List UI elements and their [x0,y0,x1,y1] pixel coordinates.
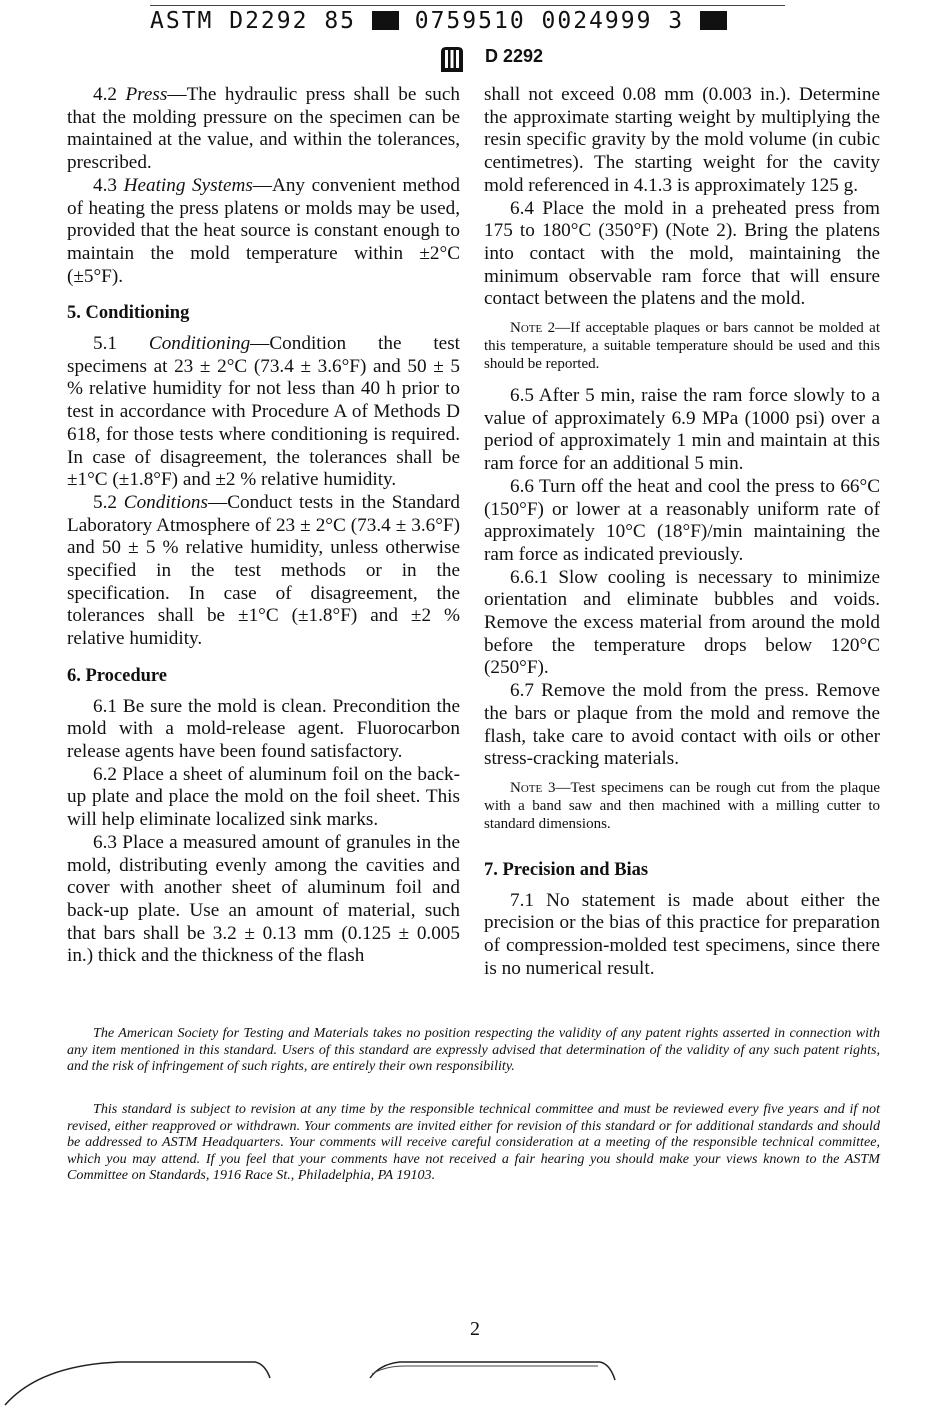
paragraph-6-7: 6.7 Remove the mold from the press. Remove the bars or plaque from the mold and remove the flash, take care to avoid contact with oils or other stress-cracking materials. [484,680,880,770]
scan-binding-marks [0,1350,950,1407]
redaction-block [372,11,399,30]
top-rule [150,5,785,6]
patent-notice [67,1025,880,1075]
paragraph-6-3-continued: shall not exceed 0.08 mm (0.003 in.). Determine the approximate starting weight by multiplying the resin specific gravity by the mold volume (in cubic centimetres). The starting weight for the cavity mold referenced in 4.1.3 is approximately 125 g. [484,84,880,196]
paragraph-7-1: 7.1 No statement is made about either the precision or the bias of this practice for preparation of compression-molded test specimens, since there is no numerical result. [484,889,880,979]
left-column [67,84,460,968]
page-number: 2 [470,1318,480,1340]
paragraph-6-4: 6.4 Place the mold in a preheated press from 175 to 180°C (350°F) (Note 2). Bring the platens into contact with the mold, maintaining the minimum observable ram force that will ensure contact between the platens and the mold. [484,197,880,310]
redaction-block [700,11,727,30]
note-3: Note 3—Test specimens can be rough cut from the plaque with a band saw and then machined with a milling cutter to standard dimensions. [484,779,880,832]
paragraph-4-2: 4.2 Press—The hydraulic press shall be such that the molding pressure on the specimen can be maintained at the value, and within the tolerances, prescribed. [67,84,461,174]
revision-notice-text: This standard is subject to revision at any time by the responsible technical committee and must be reviewed every five years and if not revised, either reapproved or withdrawn. Your comments are invited either for revision of this standard or for additional standards and should be addressed to ASTM Headquarters. Your comments will receive careful consideration at a meeting of the responsible technical committee, which you may attend. If you feel that your comments have not received a fair hearing you should make your views known to the ASTM Committee on Standards, 1916 Race St., Philadelphia, PA 19103. [67,1101,880,1184]
paragraph-6-6: 6.6 Turn off the heat and cool the press to 66°C (150°F) or lower at a reasonably uniform rate of approximately 10°C (18°F)/min maintaining the ram force as indicated previously. [484,475,880,565]
section-5-heading: 5. Conditioning [67,303,190,324]
header-code-1: ASTM D2292 85 [150,8,357,34]
scan-header-code [150,7,790,35]
paragraph-6-1: 6.1 Be sure the mold is clean. Precondition the mold with a mold-release agent. Fluorocarbon release agents have been found satisfactory. [67,695,460,762]
paragraph-5-1: 5.1 Conditioning—Condition the test specimens at 23 ± 2°C (73.4 ± 3.6°F) and 50 ± 5 % relative humidity for not less than 40 h prior to test in accordance with Procedure A of Methods D 618, for those tests where conditioning is required. In case of disagreement, the tolerances shall be ±1°C (±1.8°F) and ±2 % relative humidity. [67,333,460,491]
right-column [484,84,880,981]
paragraph-4-3: 4.3 Heating Systems—Any convenient method of heating the press platens or molds may be used, provided that the heat source is constant enough to maintain the mold temperature within ±2°C (±5°F). [67,174,460,287]
paragraph-6-2: 6.2 Place a sheet of aluminum foil on the back-up plate and place the mold on the foil sheet. This will help eliminate localized sink marks. [67,763,460,831]
paragraph-5-2: 5.2 Conditions—Conduct tests in the Standard Laboratory Atmosphere of 23 ± 2°C (73.4 ± 3.6°F) and 50 ± 5 % relative humidity, unless otherwise specified in the test methods or in the specification. In case of disagreement, the tolerances shall be ±1°C (±1.8°F) and ±2 % relative humidity. [67,491,460,650]
revision-notice [67,1101,880,1184]
section-7-heading: 7. Precision and Bias [484,859,649,880]
paragraph-6-6-1: 6.6.1 Slow cooling is necessary to minimize orientation and eliminate bubbles and voids. Remove the excess material from around the mold before the temperature drops below 120°C (250°F). [484,566,880,679]
section-6-heading: 6. Procedure [67,665,168,686]
paragraph-6-3: 6.3 Place a measured amount of granules in the mold, distributing evenly among the cavities and cover with another sheet of aluminum foil and back-up plate. Use an amount of material, such that bars shall be 3.2 ± 0.13 mm (0.125 ± 0.005 in.) thick and the thickness of the flash [67,831,460,967]
astm-logo-icon [437,44,467,74]
designation-label: D 2292 [485,46,544,66]
patent-notice-text: The American Society for Testing and Materials takes no position respecting the validity of any patent rights asserted in connection with any item mentioned in this standard. Users of this standard are expressly advised that determination of the validity of any such patent rights, and the risk of infringement of such rights, are entirely their own responsibility. [67,1025,880,1075]
header-code-2: 0759510 0024999 3 [414,8,685,34]
paragraph-6-5: 6.5 After 5 min, raise the ram force slowly to a value of approximately 6.9 MPa (1000 psi) over a period of approximately 1 min and maintain at this ram force for an additional 5 min. [484,385,880,475]
note-2: Note 2—If acceptable plaques or bars cannot be molded at this temperature, a suitable temperature should be used and this should be reported. [484,320,880,373]
